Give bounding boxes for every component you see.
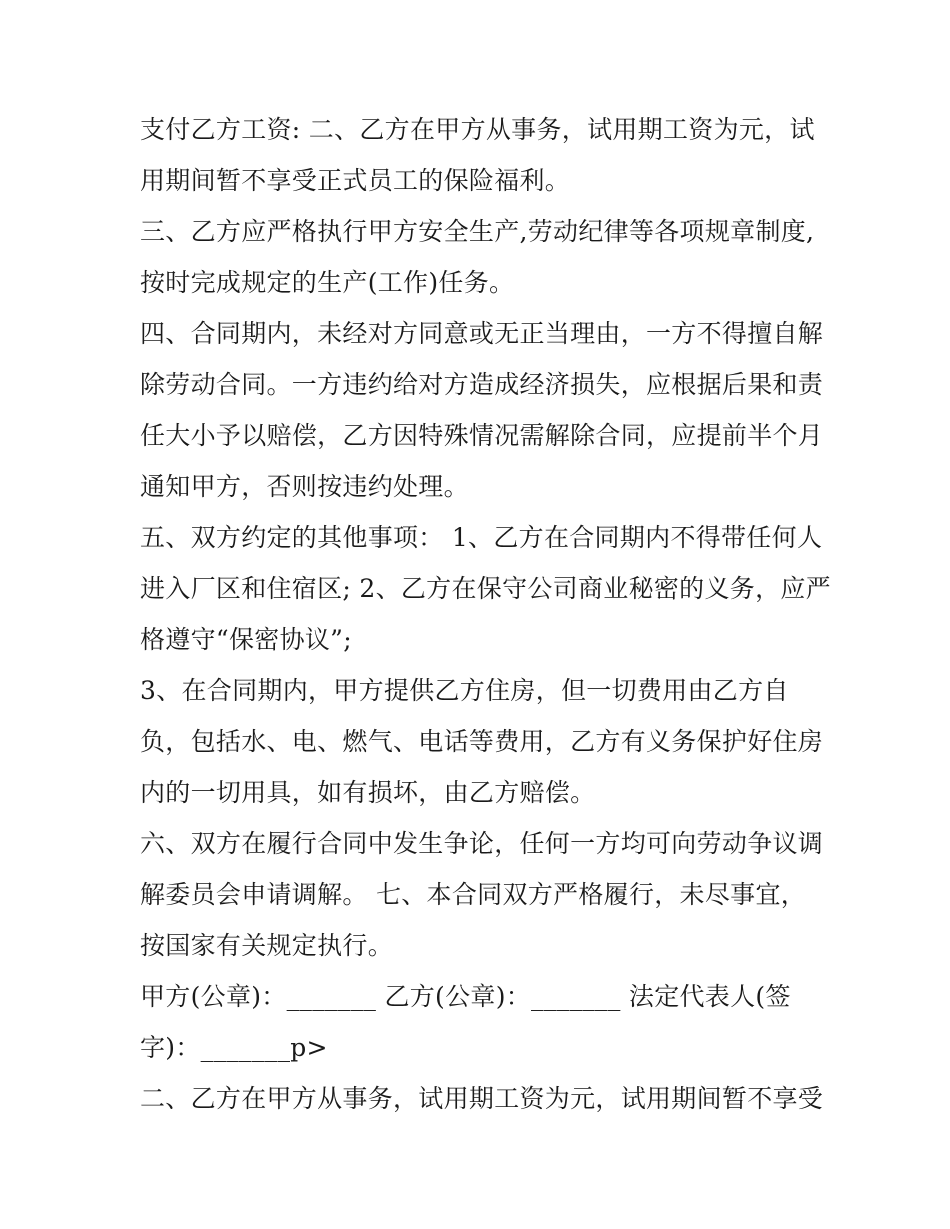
text-line: 用期间暂不享受正式员工的保险福利。 — [140, 166, 571, 195]
text-line: 四、合同期内，未经对方同意或无正当理由，一方不得擅自解 — [140, 319, 824, 348]
text-line: 3、在合同期内，甲方提供乙方住房，但一切费用由乙方自 — [140, 676, 789, 705]
text-line: 支付乙方工资: 二、乙方在甲方从事务，试用期工资为元，试 — [140, 115, 815, 144]
text-line: 二、乙方在甲方从事务，试用期工资为元，试用期间暂不享受 — [140, 1084, 824, 1113]
signature-line: 甲方(公章)：_______ 乙方(公章)：_______ 法定代表人(签 — [140, 982, 791, 1011]
text-line: 三、乙方应严格执行甲方安全生产,劳动纪律等各项规章制度, — [140, 217, 815, 246]
text-line: 按时完成规定的生产(工作)任务。 — [140, 268, 515, 297]
text-line: 格遵守“保密协议”; — [140, 625, 352, 654]
text-line: 按国家有关规定执行。 — [140, 931, 394, 960]
text-line: 负，包括水、电、燃气、电话等费用，乙方有义务保护好住房 — [140, 727, 824, 756]
text-line: 六、双方在履行合同中发生争论，任何一方均可向劳动争议调 — [140, 829, 824, 858]
text-line: 解委员会申请调解。 七、本合同双方严格履行，未尽事宜， — [140, 880, 807, 909]
text-line: 五、双方约定的其他事项： 1、乙方在合同期内不得带任何人 — [140, 523, 823, 552]
text-line: 任大小予以赔偿，乙方因特殊情况需解除合同，应提前半个月 — [140, 421, 824, 450]
text-line: 除劳动合同。一方违约给对方造成经济损失，应根据后果和责 — [140, 370, 824, 399]
text-line: 内的一切用具，如有损坏，由乙方赔偿。 — [140, 778, 596, 807]
signature-line: 字)：_______p> — [140, 1033, 328, 1062]
text-line: 通知甲方，否则按违约处理。 — [140, 472, 469, 501]
text-line: 进入厂区和住宿区; 2、乙方在保守公司商业秘密的义务，应严 — [140, 574, 831, 603]
